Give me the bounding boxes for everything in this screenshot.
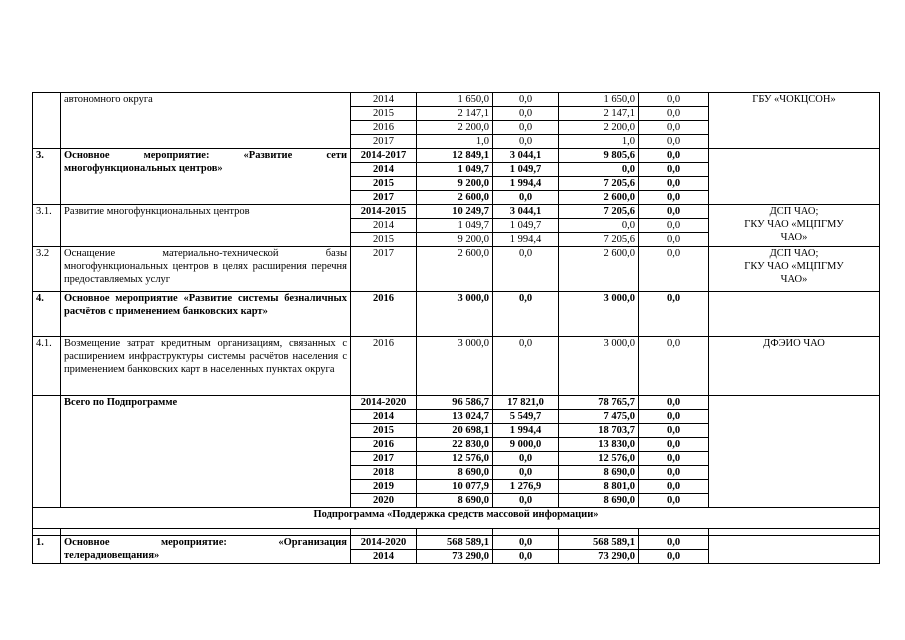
regional-cell: 8 690,0 (559, 466, 639, 480)
local-cell: 0,0 (639, 149, 709, 163)
total-cell: 96 586,7 (417, 396, 493, 410)
federal-cell: 9 000,0 (493, 438, 559, 452)
total-cell: 10 077,9 (417, 480, 493, 494)
regional-cell: 1,0 (559, 135, 639, 149)
federal-cell: 1 994,4 (493, 424, 559, 438)
federal-cell: 0,0 (493, 93, 559, 107)
local-cell: 0,0 (639, 191, 709, 205)
total-cell: 13 024,7 (417, 410, 493, 424)
total-cell: 2 600,0 (417, 191, 493, 205)
regional-cell: 3 000,0 (559, 292, 639, 337)
local-cell: 0,0 (639, 337, 709, 396)
total-cell: 10 249,7 (417, 205, 493, 219)
local-cell: 0,0 (639, 292, 709, 337)
spacer-cell (61, 529, 351, 536)
regional-cell: 2 147,1 (559, 107, 639, 121)
total-cell: 2 600,0 (417, 247, 493, 292)
year-cell: 2014 (351, 550, 417, 564)
executor-line: ДСП ЧАО; (769, 206, 819, 217)
year-cell: 2014 (351, 219, 417, 233)
executor-cell (709, 536, 880, 564)
measure-name: Развитие многофункциональных центров (61, 205, 351, 247)
executor-cell (709, 247, 880, 292)
total-cell: 2 147,1 (417, 107, 493, 121)
measure-name: Оснащение материально-технической базы многофункциональных центров в целях расширения перечня предоставляемых услуг (61, 247, 351, 292)
regional-cell: 7 475,0 (559, 410, 639, 424)
year-cell: 2014 (351, 163, 417, 177)
executor-line: ЧАО» (780, 274, 808, 285)
federal-cell: 1 276,9 (493, 480, 559, 494)
year-cell: 2014-2020 (351, 396, 417, 410)
table-row (33, 247, 880, 292)
year-cell: 2017 (351, 452, 417, 466)
total-cell: 1 049,7 (417, 219, 493, 233)
total-cell: 20 698,1 (417, 424, 493, 438)
spacer-cell (709, 529, 880, 536)
federal-cell: 0,0 (493, 121, 559, 135)
local-cell: 0,0 (639, 536, 709, 550)
budget-table (32, 92, 880, 564)
regional-cell: 8 801,0 (559, 480, 639, 494)
executor-line: ГКУ ЧАО «МЦПГМУ (744, 261, 844, 272)
executor-cell: ГБУ «ЧОКЦСОН» (709, 93, 880, 149)
executor-line: ЧАО» (780, 232, 808, 243)
federal-cell: 0,0 (493, 135, 559, 149)
regional-cell: 9 805,6 (559, 149, 639, 163)
year-cell: 2014-2017 (351, 149, 417, 163)
regional-cell: 2 600,0 (559, 247, 639, 292)
executor-cell (709, 292, 880, 337)
total-cell: 9 200,0 (417, 177, 493, 191)
executor-cell: ДФЭИО ЧАО (709, 337, 880, 396)
local-cell: 0,0 (639, 219, 709, 233)
spacer-cell (559, 529, 639, 536)
local-cell: 0,0 (639, 233, 709, 247)
year-cell: 2016 (351, 292, 417, 337)
federal-cell: 0,0 (493, 107, 559, 121)
federal-cell: 3 044,1 (493, 149, 559, 163)
federal-cell: 17 821,0 (493, 396, 559, 410)
local-cell: 0,0 (639, 550, 709, 564)
measure-name: Основное мероприятие: «Развитие сети многофункциональных центров» (61, 149, 351, 205)
measure-name: Основное мероприятие «Развитие системы безналичных расчётов с применением банковских карт» (61, 292, 351, 337)
local-cell: 0,0 (639, 452, 709, 466)
spacer-cell (639, 529, 709, 536)
federal-cell: 1 994,4 (493, 233, 559, 247)
total-cell: 12 849,1 (417, 149, 493, 163)
year-cell: 2014 (351, 410, 417, 424)
table-row (33, 508, 880, 529)
regional-cell: 0,0 (559, 219, 639, 233)
year-cell: 2016 (351, 438, 417, 452)
row-number: 3.1. (33, 205, 61, 247)
measure-name: автономного округа (61, 93, 351, 149)
spacer-cell (493, 529, 559, 536)
year-cell: 2015 (351, 233, 417, 247)
regional-cell: 8 690,0 (559, 494, 639, 508)
local-cell: 0,0 (639, 163, 709, 177)
executor-line: ДСП ЧАО; (769, 248, 819, 259)
local-cell: 0,0 (639, 466, 709, 480)
total-cell: 9 200,0 (417, 233, 493, 247)
total-cell: 12 576,0 (417, 452, 493, 466)
federal-cell: 0,0 (493, 292, 559, 337)
executor-cell (709, 396, 880, 508)
total-cell: 3 000,0 (417, 292, 493, 337)
year-cell: 2014-2015 (351, 205, 417, 219)
regional-cell: 7 205,6 (559, 205, 639, 219)
spacer-cell (351, 529, 417, 536)
local-cell: 0,0 (639, 205, 709, 219)
total-cell: 8 690,0 (417, 494, 493, 508)
local-cell: 0,0 (639, 424, 709, 438)
executor-cell (709, 149, 880, 205)
year-cell: 2018 (351, 466, 417, 480)
local-cell: 0,0 (639, 177, 709, 191)
federal-cell: 1 049,7 (493, 163, 559, 177)
local-cell: 0,0 (639, 121, 709, 135)
section-title: Подпрограмма «Поддержка средств массовой информации» (33, 508, 880, 529)
regional-cell: 2 200,0 (559, 121, 639, 135)
local-cell: 0,0 (639, 438, 709, 452)
local-cell: 0,0 (639, 410, 709, 424)
year-cell: 2015 (351, 177, 417, 191)
total-cell: 22 830,0 (417, 438, 493, 452)
total-cell: 2 200,0 (417, 121, 493, 135)
federal-cell: 0,0 (493, 191, 559, 205)
year-cell: 2016 (351, 121, 417, 135)
local-cell: 0,0 (639, 480, 709, 494)
table-row (33, 149, 880, 163)
federal-cell: 1 994,4 (493, 177, 559, 191)
row-number: 3.2 (33, 247, 61, 292)
total-cell: 3 000,0 (417, 337, 493, 396)
total-cell: 8 690,0 (417, 466, 493, 480)
table-row (33, 529, 880, 536)
total-cell: 568 589,1 (417, 536, 493, 550)
table-row (33, 396, 880, 410)
regional-cell: 13 830,0 (559, 438, 639, 452)
regional-cell: 7 205,6 (559, 233, 639, 247)
total-cell: 1 650,0 (417, 93, 493, 107)
table-row (33, 292, 880, 337)
row-number: 3. (33, 149, 61, 205)
local-cell: 0,0 (639, 247, 709, 292)
year-cell: 2014-2020 (351, 536, 417, 550)
total-cell: 1 049,7 (417, 163, 493, 177)
regional-cell: 7 205,6 (559, 177, 639, 191)
local-cell: 0,0 (639, 494, 709, 508)
year-cell: 2017 (351, 191, 417, 205)
regional-cell: 3 000,0 (559, 337, 639, 396)
year-cell: 2020 (351, 494, 417, 508)
federal-cell: 5 549,7 (493, 410, 559, 424)
row-number: 4. (33, 292, 61, 337)
regional-cell: 73 290,0 (559, 550, 639, 564)
table-row (33, 205, 880, 219)
local-cell: 0,0 (639, 396, 709, 410)
local-cell: 0,0 (639, 93, 709, 107)
regional-cell: 2 600,0 (559, 191, 639, 205)
spacer-cell (417, 529, 493, 536)
row-number (33, 396, 61, 508)
year-cell: 2015 (351, 424, 417, 438)
table-row (33, 93, 880, 107)
table-row (33, 337, 880, 396)
spacer-cell (33, 529, 61, 536)
regional-cell: 1 650,0 (559, 93, 639, 107)
measure-name: Основное мероприятие: «Организация телерадиовещания» (61, 536, 351, 564)
federal-cell: 0,0 (493, 494, 559, 508)
regional-cell: 18 703,7 (559, 424, 639, 438)
measure-name: Всего по Подпрограмме (61, 396, 351, 508)
row-number (33, 93, 61, 149)
federal-cell: 0,0 (493, 452, 559, 466)
federal-cell: 0,0 (493, 247, 559, 292)
executor-cell (709, 205, 880, 247)
federal-cell: 1 049,7 (493, 219, 559, 233)
row-number: 4.1. (33, 337, 61, 396)
year-cell: 2017 (351, 135, 417, 149)
federal-cell: 0,0 (493, 536, 559, 550)
year-cell: 2016 (351, 337, 417, 396)
federal-cell: 0,0 (493, 550, 559, 564)
table-row (33, 536, 880, 550)
total-cell: 1,0 (417, 135, 493, 149)
federal-cell: 0,0 (493, 337, 559, 396)
row-number: 1. (33, 536, 61, 564)
total-cell: 73 290,0 (417, 550, 493, 564)
regional-cell: 78 765,7 (559, 396, 639, 410)
executor-line: ГКУ ЧАО «МЦПГМУ (744, 219, 844, 230)
regional-cell: 12 576,0 (559, 452, 639, 466)
year-cell: 2019 (351, 480, 417, 494)
federal-cell: 0,0 (493, 466, 559, 480)
measure-name: Возмещение затрат кредитным организациям, связанных с расширением инфраструктуры системы расчётов населения с применением банковских карт в населенных пунктах округа (61, 337, 351, 396)
regional-cell: 568 589,1 (559, 536, 639, 550)
year-cell: 2015 (351, 107, 417, 121)
regional-cell: 0,0 (559, 163, 639, 177)
local-cell: 0,0 (639, 135, 709, 149)
federal-cell: 3 044,1 (493, 205, 559, 219)
year-cell: 2017 (351, 247, 417, 292)
local-cell: 0,0 (639, 107, 709, 121)
year-cell: 2014 (351, 93, 417, 107)
